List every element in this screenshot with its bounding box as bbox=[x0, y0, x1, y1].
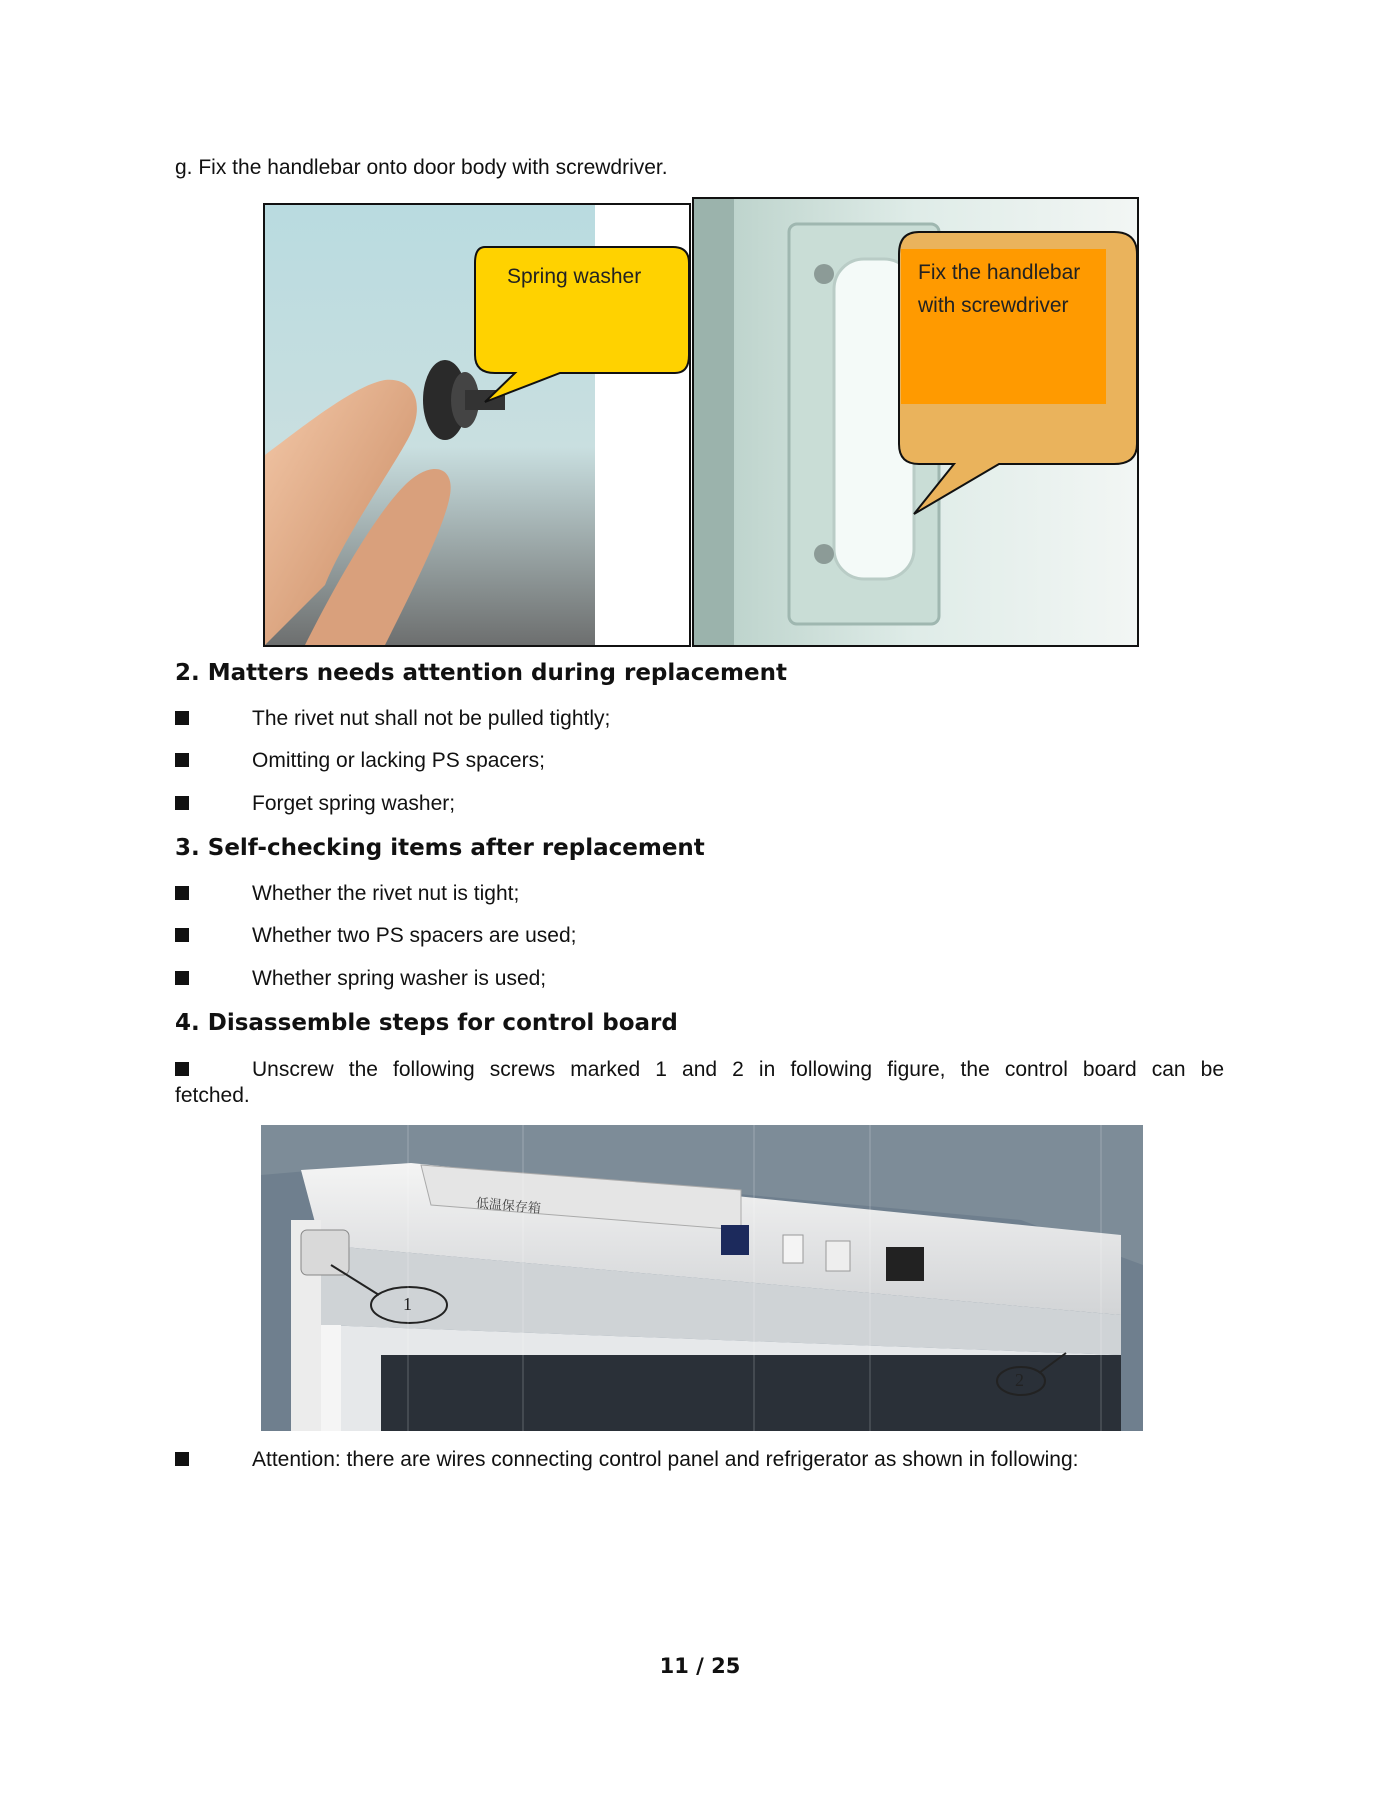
bullet-icon bbox=[175, 753, 189, 767]
section2-heading: 2. Matters needs attention during replacement bbox=[175, 660, 787, 686]
section2-item: The rivet nut shall not be pulled tightly; bbox=[252, 707, 611, 730]
control-panel-label: 低温保存箱 bbox=[475, 1196, 542, 1217]
step-g-text: g. Fix the handlebar onto door body with screwdriver. bbox=[175, 156, 668, 179]
spring-washer-label: Spring washer bbox=[507, 265, 642, 288]
section2-item: Forget spring washer; bbox=[252, 792, 456, 815]
screw-marker-1: 1 bbox=[403, 1294, 412, 1314]
section2-item: Omitting or lacking PS spacers; bbox=[252, 749, 545, 772]
section3-heading: 3. Self-checking items after replacement bbox=[175, 835, 705, 861]
bullet-icon bbox=[175, 711, 189, 725]
section3-item: Whether the rivet nut is tight; bbox=[252, 882, 520, 905]
handlebar-label-line2: with screwdriver bbox=[918, 294, 1069, 317]
bullet-icon bbox=[175, 1452, 189, 1466]
bullet-icon bbox=[175, 928, 189, 942]
attention-text: Attention: there are wires connecting control panel and refrigerator as shown in following: bbox=[252, 1448, 1079, 1471]
screw-marker-2: 2 bbox=[1015, 1370, 1024, 1390]
handlebar-label-line1: Fix the handlebar bbox=[918, 261, 1081, 284]
section3-item: Whether spring washer is used; bbox=[252, 967, 547, 990]
page-number: 11 / 25 bbox=[659, 1654, 741, 1678]
section3-item: Whether two PS spacers are used; bbox=[252, 924, 577, 947]
control-board-photo bbox=[261, 1125, 1143, 1431]
spring-washer-photo bbox=[263, 203, 691, 647]
bullet-icon bbox=[175, 796, 189, 810]
section4-paragraph-line2: fetched. bbox=[175, 1084, 250, 1107]
bullet-icon bbox=[175, 1062, 189, 1076]
section4-paragraph-line1: Unscrew the following screws marked 1 and 2 in following figure, the control board can be bbox=[252, 1058, 1224, 1081]
bullet-icon bbox=[175, 971, 189, 985]
handlebar-photo bbox=[692, 197, 1139, 647]
bullet-icon bbox=[175, 886, 189, 900]
section4-heading: 4. Disassemble steps for control board bbox=[175, 1010, 678, 1036]
